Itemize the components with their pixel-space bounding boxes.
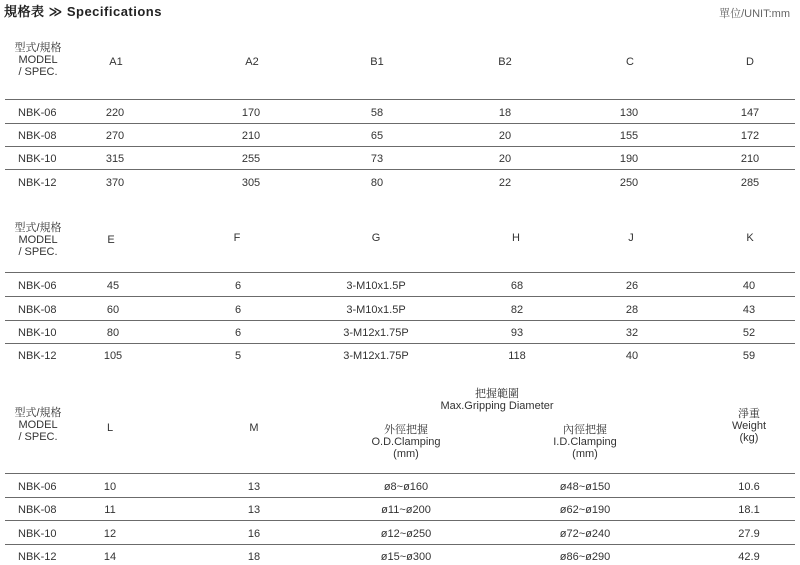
model-name: NBK-10	[18, 528, 57, 540]
cell-h: 82	[510, 304, 524, 316]
weight-unit: (kg)	[739, 432, 759, 444]
cell-g: 3-M12x1.75P	[343, 350, 409, 362]
cell-e: 105	[103, 350, 123, 362]
cell-k: 43	[742, 304, 756, 316]
model-name: NBK-08	[18, 130, 57, 142]
cell-a2: 255	[241, 153, 261, 165]
cell-b2: 18	[498, 107, 512, 119]
cell-d: 285	[740, 177, 760, 189]
header-l: L	[106, 422, 114, 434]
cell-od: ø15~ø300	[380, 551, 432, 563]
header-k: K	[746, 232, 754, 244]
model-header	[14, 407, 61, 443]
cell-d: 210	[740, 153, 760, 165]
row-divider	[5, 123, 795, 124]
row-divider	[5, 544, 795, 545]
model-name: NBK-06	[18, 280, 57, 292]
header-b2: B2	[498, 56, 512, 68]
cell-g: 3-M10x1.5P	[346, 304, 406, 316]
unit-label: 單位/UNIT:mm	[719, 8, 790, 20]
cell-b1: 58	[370, 107, 384, 119]
model-header-en: MODEL	[18, 54, 58, 66]
gripping-range-cn: 把握範圍	[475, 388, 519, 400]
cell-m: 16	[247, 528, 261, 540]
cell-g: 3-M10x1.5P	[346, 280, 406, 292]
cell-j: 26	[625, 280, 639, 292]
cell-g: 3-M12x1.75P	[343, 327, 409, 339]
cell-id: ø72~ø240	[559, 528, 611, 540]
model-name: NBK-12	[18, 551, 57, 563]
od-clamping-unit: (mm)	[393, 448, 419, 460]
cell-id: ø48~ø150	[559, 481, 611, 493]
cell-c: 130	[619, 107, 639, 119]
model-header-spec: / SPEC.	[18, 431, 58, 443]
cell-b1: 65	[370, 130, 384, 142]
od-clamping-header	[371, 424, 440, 460]
cell-j: 32	[625, 327, 639, 339]
header-h: H	[512, 232, 520, 244]
model-header	[14, 222, 61, 258]
header-a1: A1	[109, 56, 123, 68]
header-g: G	[371, 232, 381, 244]
cell-od: ø11~ø200	[381, 504, 431, 516]
model-header-cn: 型式/規格	[14, 407, 62, 419]
header-f: F	[233, 232, 241, 244]
model-header-spec: / SPEC.	[18, 66, 58, 78]
row-divider	[5, 169, 795, 170]
row-divider	[5, 320, 795, 321]
cell-f: 6	[234, 304, 242, 316]
header-b1: B1	[370, 56, 384, 68]
header-j: J	[628, 232, 634, 244]
gripping-range-en: Max.Gripping Diameter	[440, 400, 554, 412]
cell-k: 40	[742, 280, 756, 292]
header-e: E	[107, 234, 115, 246]
id-clamping-header	[553, 424, 617, 460]
cell-k: 52	[742, 327, 756, 339]
model-name: NBK-06	[18, 107, 57, 119]
model-header-cn: 型式/規格	[14, 222, 62, 234]
cell-b1: 73	[370, 153, 384, 165]
cell-id: ø62~ø190	[559, 504, 611, 516]
cell-a1: 315	[105, 153, 125, 165]
header-m: M	[249, 422, 259, 434]
cell-l: 10	[103, 481, 117, 493]
row-divider	[5, 296, 795, 297]
model-name: NBK-10	[18, 153, 57, 165]
cell-j: 40	[625, 350, 639, 362]
row-divider	[5, 343, 795, 344]
cell-a2: 170	[241, 107, 261, 119]
cell-f: 6	[234, 327, 242, 339]
cell-a1: 270	[105, 130, 125, 142]
cell-l: 11	[104, 504, 116, 516]
cell-od: ø12~ø250	[380, 528, 432, 540]
cell-weight: 10.6	[738, 481, 760, 493]
cell-e: 45	[106, 280, 120, 292]
weight-header	[732, 408, 766, 444]
row-divider	[5, 146, 795, 147]
cell-b2: 20	[498, 130, 512, 142]
cell-od: ø8~ø160	[383, 481, 429, 493]
cell-e: 80	[106, 327, 120, 339]
header-c: C	[626, 56, 634, 68]
row-divider	[5, 520, 795, 521]
gripping-range-header	[440, 388, 553, 412]
header-divider	[5, 272, 795, 273]
cell-a2: 305	[241, 177, 261, 189]
model-name: NBK-12	[18, 177, 57, 189]
model-name: NBK-08	[18, 304, 57, 316]
model-header-spec: / SPEC.	[18, 246, 58, 258]
cell-m: 13	[247, 504, 261, 516]
cell-weight: 42.9	[738, 551, 760, 563]
header-divider	[5, 99, 795, 100]
weight-cn: 淨重	[737, 408, 760, 420]
header-a2: A2	[245, 56, 259, 68]
model-header-en: MODEL	[18, 234, 58, 246]
cell-c: 155	[619, 130, 639, 142]
cell-id: ø86~ø290	[559, 551, 611, 563]
cell-d: 147	[740, 107, 760, 119]
od-clamping-cn: 外徑把握	[383, 424, 428, 436]
cell-k: 59	[742, 350, 756, 362]
page-title: 規格表 ≫ Specifications	[4, 4, 162, 19]
cell-a1: 370	[105, 177, 125, 189]
cell-a1: 220	[105, 107, 125, 119]
model-name: NBK-06	[18, 481, 57, 493]
id-clamping-en: I.D.Clamping	[553, 436, 617, 448]
model-header-en: MODEL	[18, 419, 58, 431]
weight-en: Weight	[731, 420, 767, 432]
header-d: D	[746, 56, 754, 68]
model-name: NBK-10	[18, 327, 57, 339]
cell-e: 60	[106, 304, 120, 316]
cell-m: 18	[247, 551, 261, 563]
id-clamping-unit: (mm)	[572, 448, 598, 460]
cell-b2: 22	[498, 177, 512, 189]
model-header-cn: 型式/規格	[14, 42, 62, 54]
cell-c: 190	[619, 153, 639, 165]
od-clamping-en: O.D.Clamping	[371, 436, 441, 448]
cell-m: 13	[247, 481, 261, 493]
row-divider	[5, 497, 795, 498]
model-header	[14, 42, 61, 78]
cell-weight: 27.9	[738, 528, 760, 540]
cell-h: 118	[508, 350, 526, 362]
model-name: NBK-12	[18, 350, 57, 362]
cell-h: 93	[510, 327, 524, 339]
cell-d: 172	[740, 130, 760, 142]
cell-weight: 18.1	[738, 504, 760, 516]
cell-c: 250	[619, 177, 639, 189]
id-clamping-cn: 內徑把握	[562, 424, 607, 436]
cell-a2: 210	[241, 130, 261, 142]
header-divider	[5, 473, 795, 474]
cell-l: 12	[103, 528, 117, 540]
cell-h: 68	[510, 280, 524, 292]
cell-f: 5	[234, 350, 242, 362]
cell-b1: 80	[370, 177, 384, 189]
cell-l: 14	[103, 551, 117, 563]
cell-b2: 20	[498, 153, 512, 165]
model-name: NBK-08	[18, 504, 57, 516]
cell-j: 28	[625, 304, 639, 316]
cell-f: 6	[234, 280, 242, 292]
